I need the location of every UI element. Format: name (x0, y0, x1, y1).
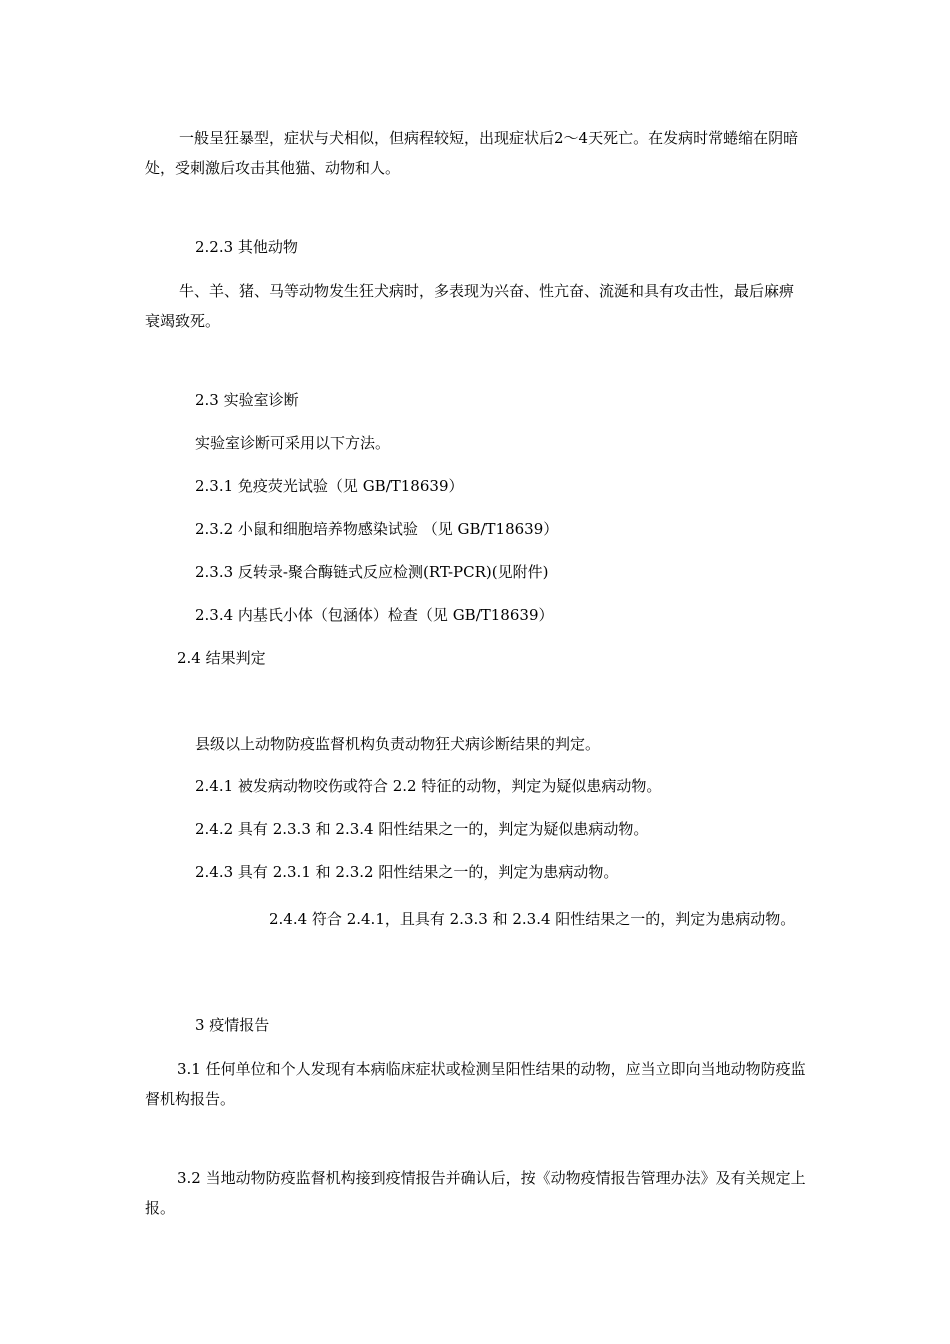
paragraph-judgement-authority: 县级以上动物防疫监督机构负责动物狂犬病诊断结果的判定。 (195, 735, 601, 753)
list-item-2-4-2: 2.4.2 具有 2.3.3 和 2.3.4 阳性结果之一的，判定为疑似患病动物。 (195, 820, 649, 838)
list-item-2-3-2: 2.3.2 小鼠和细胞培养物感染试验 （见 GB/T18639） (195, 520, 559, 538)
heading-2-4: 2.4 结果判定 (177, 649, 266, 667)
list-item-3-2: 3.2 当地动物防疫监督机构接到疫情报告并确认后，按《动物疫情报告管理办法》及有关规定上报。 (145, 1169, 806, 1217)
list-item-2-3-1: 2.3.1 免疫荧光试验（见 GB/T18639） (195, 477, 464, 495)
list-item-3-1: 3.1 任何单位和个人发现有本病临床症状或检测呈阳性结果的动物，应当立即向当地动物防疫监督机构报告。 (145, 1060, 806, 1108)
heading-2-2-3: 2.2.3 其他动物 (195, 238, 298, 256)
heading-2-3: 2.3 实验室诊断 (195, 391, 299, 409)
heading-3: 3 疫情报告 (195, 1016, 270, 1034)
paragraph-other-animals: 牛、羊、猪、马等动物发生狂犬病时，多表现为兴奋、性亢奋、流涎和具有攻击性，最后麻痹衰竭致死。 (145, 282, 795, 330)
list-item-2-4-1: 2.4.1 被发病动物咬伤或符合 2.2 特征的动物，判定为疑似患病动物。 (195, 777, 662, 795)
list-item-2-4-4: 2.4.4 符合 2.4.1，且具有 2.3.3 和 2.3.4 阳性结果之一的，判定为患病动物。 (269, 910, 796, 928)
list-item-2-3-3: 2.3.3 反转录-聚合酶链式反应检测(RT-PCR)(见附件) (195, 563, 549, 581)
list-item-2-4-3: 2.4.3 具有 2.3.1 和 2.3.2 阳性结果之一的，判定为患病动物。 (195, 863, 619, 881)
paragraph-lab-methods: 实验室诊断可采用以下方法。 (195, 434, 391, 452)
paragraph-cat-symptoms: 一般呈狂暴型，症状与犬相似，但病程较短，出现症状后2～4天死亡。在发病时常蜷缩在阴暗处，受刺激后攻击其他猫、动物和人。 (145, 129, 799, 177)
list-item-2-3-4: 2.3.4 内基氏小体（包涵体）检查（见 GB/T18639） (195, 606, 554, 624)
